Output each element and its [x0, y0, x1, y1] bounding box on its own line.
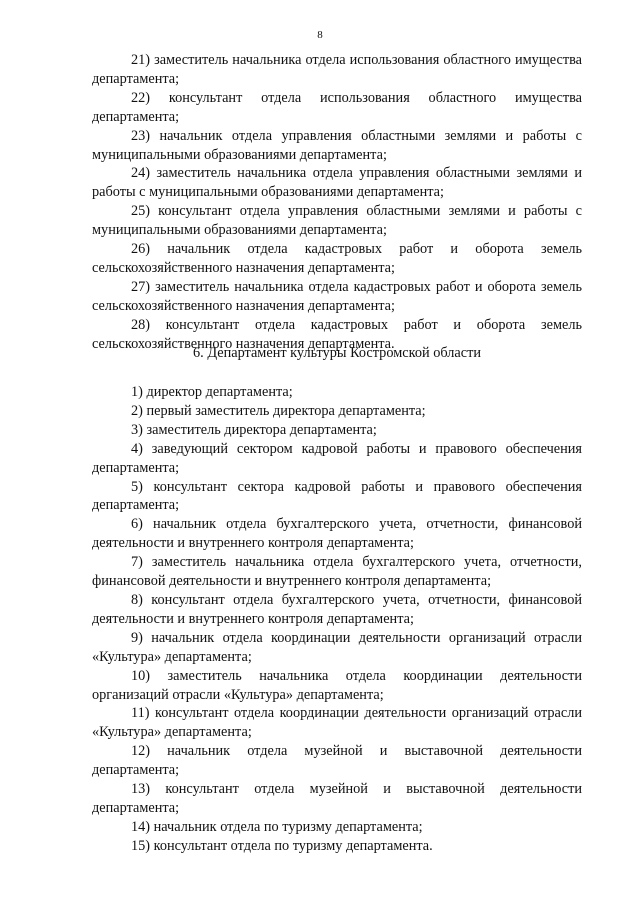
- list-item: 21) заместитель начальника отдела использования областного имущества департамента;: [92, 52, 582, 87]
- page-number: 8: [317, 29, 323, 41]
- list-item: 27) заместитель начальника отдела кадастровых работ и оборота земель сельскохозяйственного назначения департамента;: [92, 278, 582, 314]
- list-item: 4) заведующий сектором кадровой работы и правового обеспечения департамента;: [92, 440, 582, 476]
- list-item: 14) начальник отдела по туризму департамента;: [131, 818, 423, 835]
- list-item: 3) заместитель директора департамента;: [131, 421, 377, 438]
- list-item: 25) консультант отдела управления областными землями и работы с муниципальными образованиями департамента;: [92, 203, 582, 239]
- list-item: 7) заместитель начальника отдела бухгалтерского учета, отчетности, финансовой деятельности и внутреннего контроля департамента;: [92, 554, 582, 590]
- list-item: 11) консультант отдела координации деятельности организаций отрасли «Культура» департамента;: [92, 705, 582, 741]
- list-item: 9) начальник отдела координации деятельности организаций отрасли «Культура» департамента;: [92, 629, 582, 665]
- list-item: 23) начальник отдела управления областными землями и работы с муниципальными образованиями департамента;: [92, 127, 582, 163]
- position-list-property-dept: [92, 51, 582, 354]
- list-item: 10) заместитель начальника отдела координации деятельности организаций отрасли «Культура» департамента;: [92, 667, 582, 703]
- list-item: 28) консультант отдела кадастровых работ и оборота земель сельскохозяйственного назначения департамента.: [92, 316, 582, 352]
- section-heading: 6. Департамент культуры Костромской области: [193, 345, 481, 361]
- list-item: 13) консультант отдела музейной и выставочной деятельности департамента;: [92, 781, 582, 816]
- list-item: 24) заместитель начальника отдела управления областными землями и работы с муниципальными образованиями департамента;: [92, 165, 582, 201]
- position-list-culture-dept: [92, 383, 582, 856]
- list-item: 5) консультант сектора кадровой работы и правового обеспечения департамента;: [92, 478, 582, 514]
- list-item: 2) первый заместитель директора департамента;: [131, 402, 426, 419]
- list-item: 22) консультант отдела использования областного имущества департамента;: [92, 89, 582, 125]
- list-item: 1) директор департамента;: [131, 384, 293, 400]
- list-item: 6) начальник отдела бухгалтерского учета, отчетности, финансовой деятельности и внутреннего контроля департамента;: [92, 516, 582, 552]
- list-item: 8) консультант отдела бухгалтерского учета, отчетности, финансовой деятельности и внутреннего контроля департамента;: [92, 591, 582, 627]
- list-item: 15) консультант отдела по туризму департамента.: [131, 837, 433, 854]
- list-item: 26) начальник отдела кадастровых работ и оборота земель сельскохозяйственного назначения департамента;: [92, 241, 582, 276]
- list-item: 12) начальник отдела музейной и выставочной деятельности департамента;: [92, 743, 582, 779]
